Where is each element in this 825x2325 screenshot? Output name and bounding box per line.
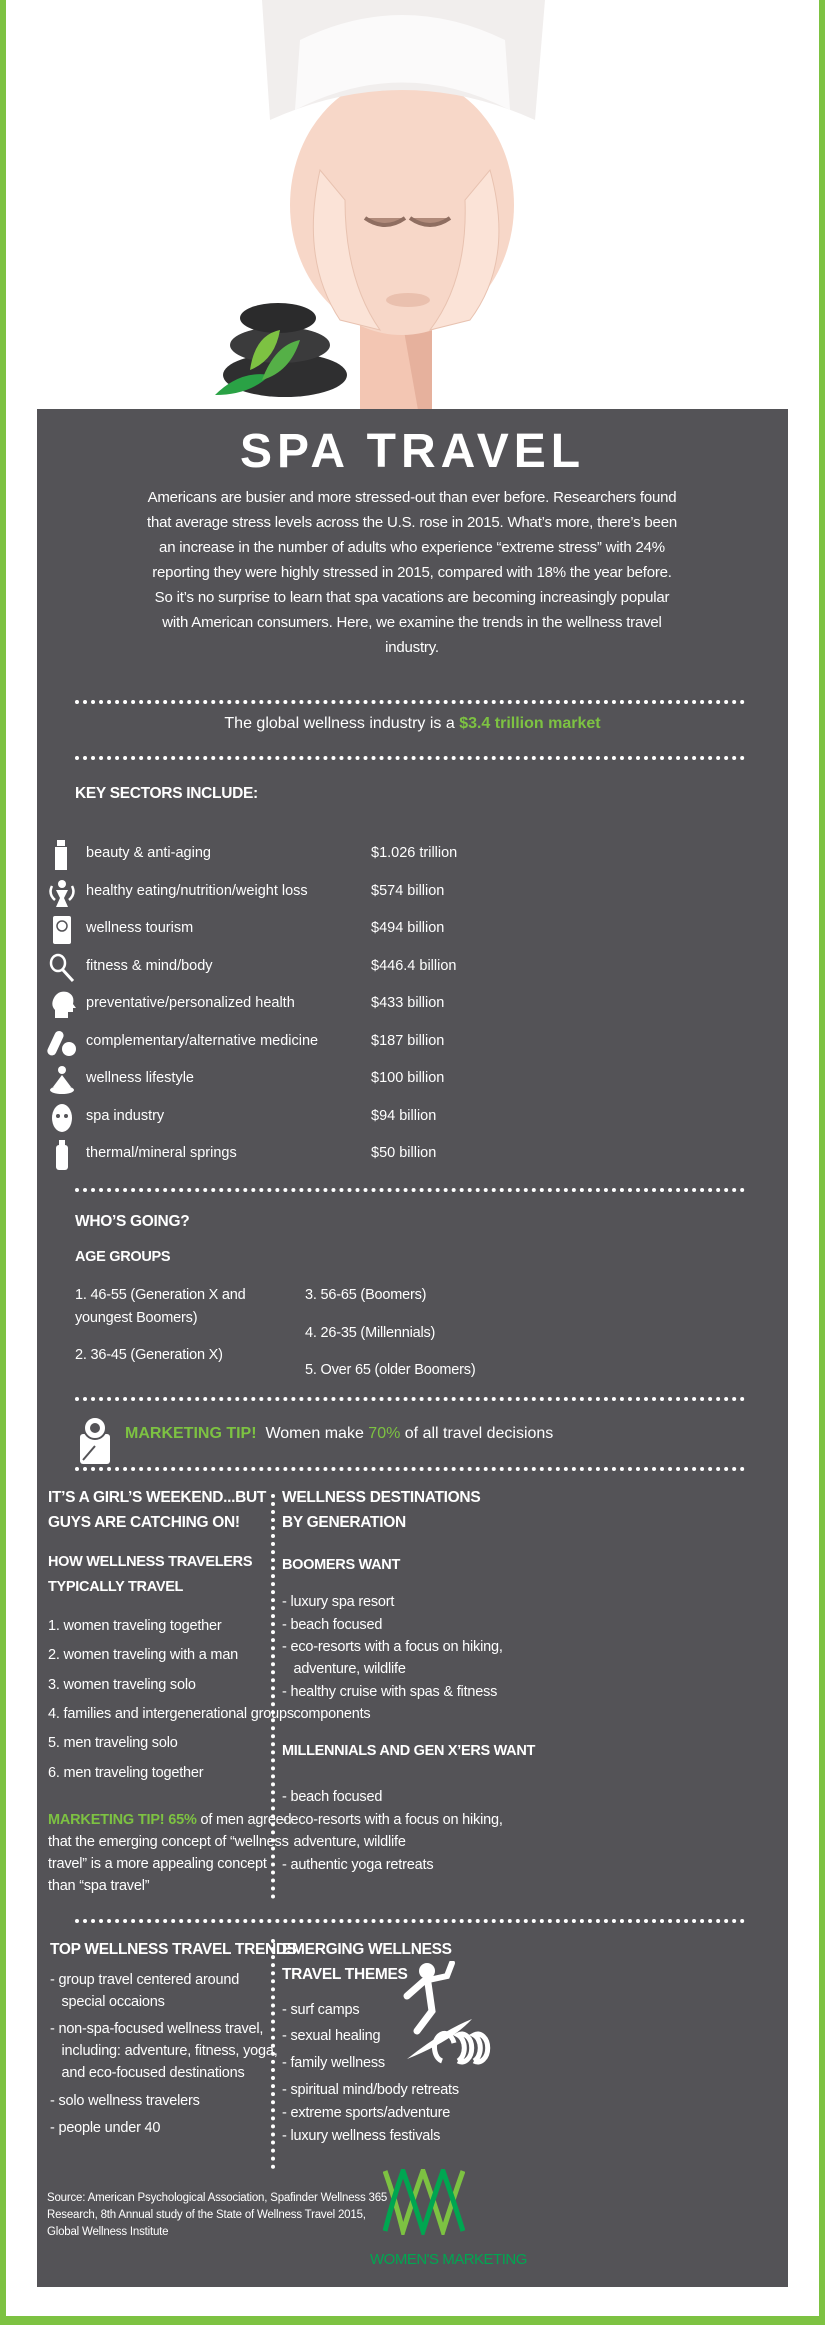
- trend-item: including: adventure, fitness, yoga,: [50, 2043, 278, 2059]
- sector-row: [47, 912, 747, 949]
- boomers-heading: BOOMERS WANT: [282, 1557, 401, 1573]
- trends-heading: TOP WELLNESS TRAVEL TRENDS: [50, 1941, 297, 1958]
- millennials-heading: MILLENNIALS AND GEN X’ERS WANT: [282, 1743, 536, 1759]
- sector-value: $100 billion: [371, 1070, 445, 1086]
- divider: [75, 1467, 745, 1471]
- source-line: Source: American Psychological Association, Spafinder Wellness 365: [47, 2192, 388, 2204]
- sector-value: $574 billion: [371, 882, 445, 899]
- travel-type-item: 1. women traveling together: [48, 1618, 222, 1634]
- sector-label: fitness & mind/body: [86, 957, 213, 974]
- destinations-heading: WELLNESS DESTINATIONS: [282, 1489, 481, 1506]
- tip-label: MARKETING TIP! 65%: [48, 1812, 197, 1828]
- theme-item: - sexual healing: [282, 2028, 381, 2044]
- age-group-item: 5. Over 65 (older Boomers): [305, 1362, 476, 1378]
- sector-label: healthy eating/nutrition/weight loss: [86, 882, 308, 899]
- themes-heading: EMERGING WELLNESS: [282, 1941, 452, 1958]
- age-group-item: 2. 36-45 (Generation X): [75, 1347, 223, 1363]
- tip-text: of all travel decisions: [400, 1425, 554, 1442]
- sector-label: wellness lifestyle: [86, 1070, 194, 1086]
- logo-text: WOMEN'S MARKETING: [370, 2251, 527, 2268]
- trend-item: - group travel centered around: [50, 1972, 240, 1988]
- themes-heading: TRAVEL THEMES: [282, 1966, 408, 1983]
- theme-item: - luxury wellness festivals: [282, 2128, 441, 2144]
- divider: [75, 1919, 745, 1923]
- passport-icon: [47, 915, 77, 945]
- sector-row: [47, 950, 747, 987]
- age-group-item: youngest Boomers): [75, 1310, 198, 1326]
- racket-icon: [47, 953, 77, 983]
- tip-text: of men agreed: [196, 1812, 292, 1828]
- map-pin-icon: [79, 1416, 111, 1466]
- sector-row: [47, 1025, 747, 1062]
- lotion-tube-icon: [47, 840, 77, 870]
- water-bottle-icon: [47, 1140, 77, 1170]
- divider: [75, 700, 745, 704]
- page-title: SPA TRAVEL: [239, 425, 586, 478]
- marketing-tip-men: [48, 1809, 291, 1897]
- how-travel-heading: HOW WELLNESS TRAVELERS: [48, 1554, 253, 1570]
- how-travel-heading: TYPICALLY TRAVEL: [48, 1579, 184, 1595]
- sector-label: wellness tourism: [86, 920, 194, 936]
- travel-type-item: 4. families and intergenerational groups: [48, 1706, 294, 1722]
- sector-label: preventative/personalized health: [86, 995, 295, 1011]
- boomers-item: - healthy cruise with spas & fitness: [282, 1684, 498, 1700]
- source-line: Research, 8th Annual study of the State of Wellness Travel 2015,: [47, 2209, 366, 2221]
- meditation-icon: [47, 1065, 77, 1095]
- market-size-text: [37, 715, 788, 733]
- trend-item: - solo wellness travelers: [50, 2093, 200, 2109]
- sector-value: $446.4 billion: [371, 957, 457, 974]
- body-scale-icon: [47, 878, 77, 908]
- womens-marketing-logo: [383, 2169, 465, 2235]
- age-groups-heading: AGE GROUPS: [75, 1249, 171, 1265]
- market-prefix: The global wellness industry is a: [224, 715, 460, 732]
- theme-item: - family wellness: [282, 2055, 385, 2071]
- tip-text: Women make: [265, 1425, 369, 1442]
- travel-type-item: 3. women traveling solo: [48, 1677, 196, 1693]
- age-group-item: 1. 46-55 (Generation X and: [75, 1287, 246, 1303]
- sector-row: [47, 1137, 747, 1174]
- trend-item: - people under 40: [50, 2120, 161, 2136]
- boomers-item: - eco-resorts with a focus on hiking,: [282, 1639, 503, 1655]
- spa-face-illustration: [0, 0, 825, 410]
- millennials-item: - beach focused: [282, 1789, 383, 1805]
- sector-row: [47, 837, 747, 874]
- sector-value: $1.026 trillion: [371, 845, 458, 861]
- sector-value: $50 billion: [371, 1145, 437, 1161]
- content-panel: [37, 409, 788, 2287]
- divider: [75, 1397, 745, 1401]
- tip-text: travel” is a more appealing concept: [48, 1856, 267, 1872]
- whos-going-heading: WHO’S GOING?: [75, 1213, 190, 1230]
- boomers-item: components: [282, 1706, 371, 1722]
- intro-paragraph: Americans are busier and more stressed-out than ever before. Researchers found that average stress levels across the U.S. rose in 2015. What’s more, there’s been an increase in the number of adults who experience “extreme stress” with 24% reporting they were highly stressed in 2015, compared with 18% the year before. So it’s no surprise to learn that spa vacations are becoming increasingly popular with American consumers. Here, we examine the trends in the wellness travel industry.: [147, 489, 677, 656]
- sector-label: thermal/mineral springs: [86, 1145, 237, 1161]
- sector-value: $94 billion: [371, 1107, 437, 1124]
- sector-row: [47, 987, 747, 1024]
- face-mask-icon: [47, 1103, 77, 1133]
- millennials-item: - authentic yoga retreats: [282, 1857, 434, 1873]
- destinations-heading: BY GENERATION: [282, 1514, 406, 1531]
- boomers-item: - beach focused: [282, 1617, 383, 1633]
- divider: [75, 756, 745, 760]
- source-line: Global Wellness Institute: [47, 2226, 169, 2238]
- sector-value: $494 billion: [371, 920, 445, 936]
- sectors-heading: KEY SECTORS INCLUDE:: [75, 785, 258, 802]
- marketing-tip-women: [125, 1425, 553, 1443]
- sector-label: complementary/alternative medicine: [86, 1032, 319, 1049]
- sector-row: [47, 875, 747, 912]
- tip-text: than “spa travel”: [48, 1878, 150, 1894]
- divider: [75, 1188, 745, 1192]
- millennials-item: - eco-resorts with a focus on hiking,: [282, 1812, 503, 1828]
- millennials-item: adventure, wildlife: [282, 1834, 406, 1850]
- tip-label: MARKETING TIP!: [125, 1425, 257, 1442]
- sector-label: beauty & anti-aging: [86, 845, 211, 861]
- age-group-item: 4. 26-35 (Millennials): [305, 1325, 436, 1341]
- head-icon: [47, 990, 77, 1020]
- surfer-icon: [402, 1961, 492, 2071]
- source-text: [47, 2190, 387, 2241]
- sector-value: $187 billion: [371, 1032, 445, 1049]
- pills-icon: [47, 1028, 77, 1058]
- trend-item: - non-spa-focused wellness travel,: [50, 2021, 264, 2037]
- market-highlight: $3.4 trillion market: [459, 715, 601, 732]
- trend-item: special occaions: [50, 1994, 165, 2010]
- tip-text: that the emerging concept of “wellness: [48, 1834, 289, 1850]
- sector-label: spa industry: [86, 1107, 165, 1124]
- theme-item: - extreme sports/adventure: [282, 2105, 451, 2121]
- travel-type-item: 6. men traveling together: [48, 1765, 204, 1781]
- tip-percent: 70%: [368, 1425, 401, 1442]
- travel-type-item: 5. men traveling solo: [48, 1735, 178, 1751]
- girls-heading: IT’S A GIRL’S WEEKEND...BUT: [48, 1489, 267, 1506]
- boomers-item: adventure, wildlife: [282, 1661, 406, 1677]
- sector-value: $433 billion: [371, 995, 445, 1011]
- girls-heading: GUYS ARE CATCHING ON!: [48, 1514, 240, 1531]
- border-bottom: [0, 2316, 825, 2325]
- sector-row: [47, 1062, 747, 1099]
- travel-type-item: 2. women traveling with a man: [48, 1647, 239, 1663]
- theme-item: - surf camps: [282, 2002, 360, 2018]
- boomers-item: - luxury spa resort: [282, 1594, 395, 1610]
- sector-row: [47, 1100, 747, 1137]
- age-group-item: 3. 56-65 (Boomers): [305, 1287, 427, 1303]
- theme-item: - spiritual mind/body retreats: [282, 2082, 459, 2098]
- trend-item: and eco-focused destinations: [50, 2065, 245, 2081]
